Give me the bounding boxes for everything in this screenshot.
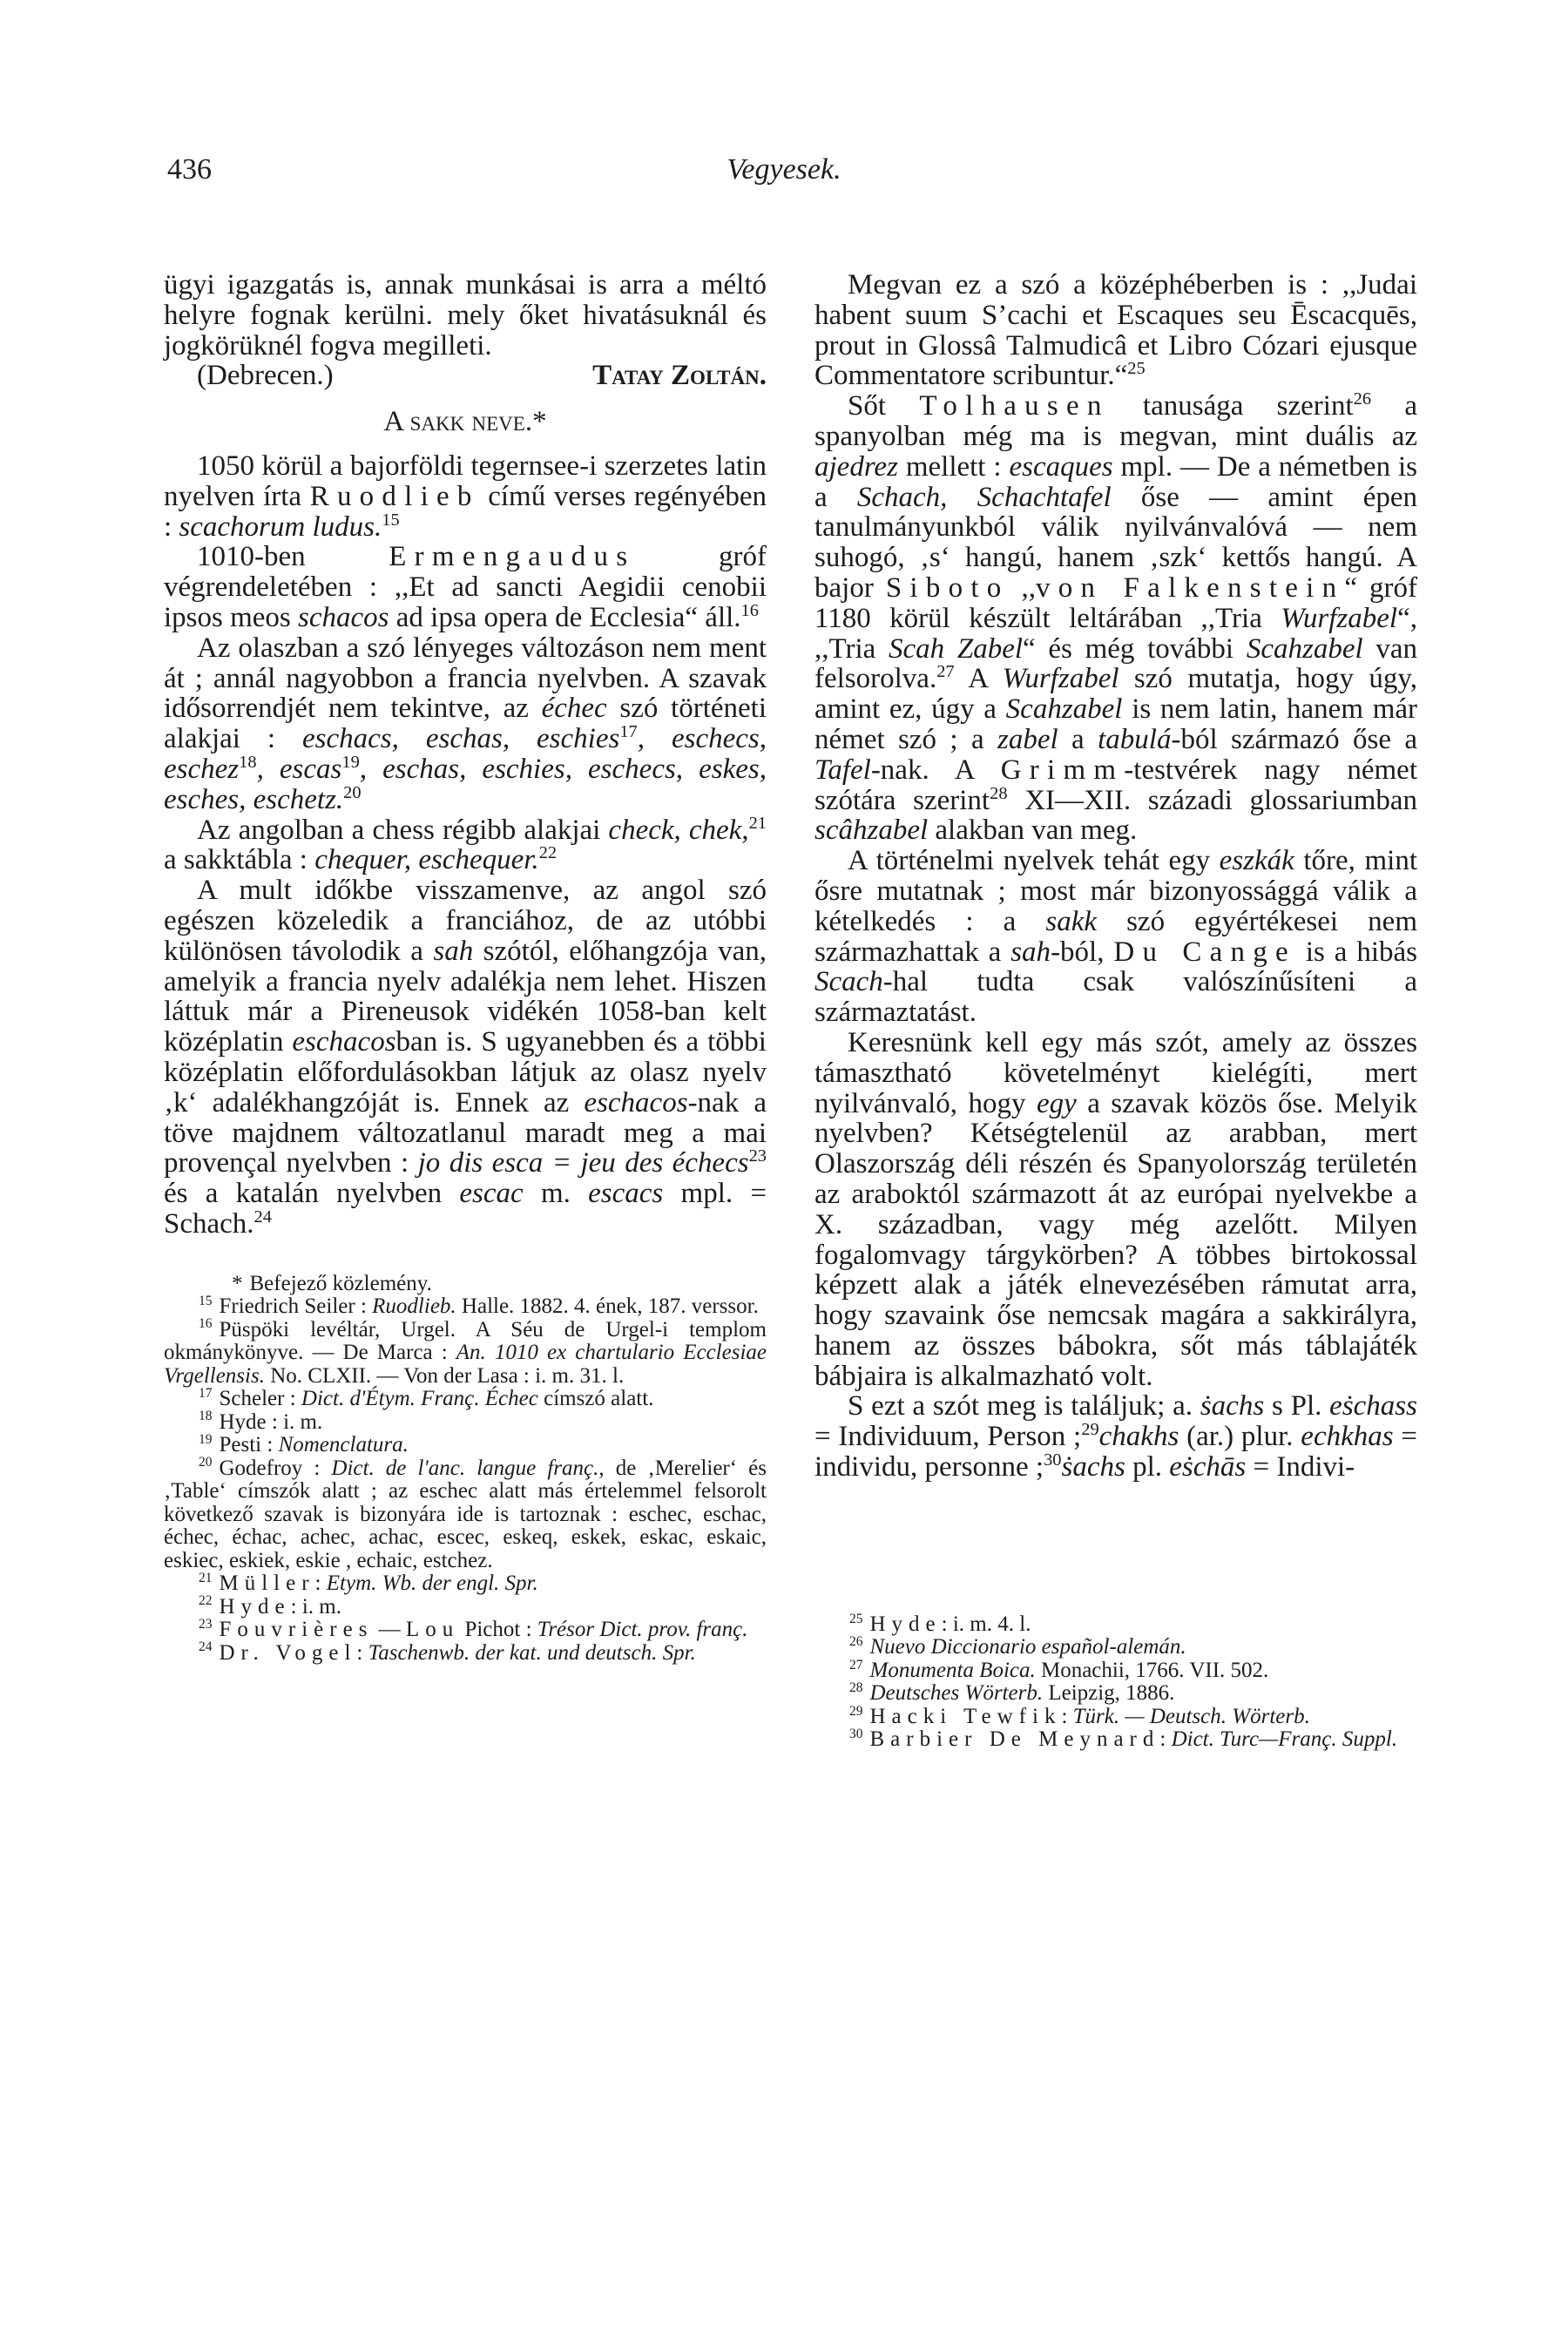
footnote: $^{27}$ Monumenta Boica. Monachii, 1766. VII. 502.	[849, 1657, 1269, 1682]
person-name: Ruodlieb	[309, 480, 480, 512]
footnote-ref: 15	[382, 510, 400, 530]
paragraph: Keresnünk kell egy más szót, amely az összes támasztható követelményt kielégíti, mert nyilvánvaló, hogy egy a szavak közös őse. Melyik nyelvben? Kétségtelenül az arabban, mert Olaszország déli részén és Spanyolország területén az araboktól származott át az európai nyelvekbe a X. században, vagy még azelőtt. Milyen fogalomvagy tárgykörben? A többes birtokossal képzett alak a játék elnevezésében rámutat arra, hogy szavaink őse nemcsak magára a sakkirályra, hanem az összes bábokra, sőt más táblajáték bábjaira is alkalmazható volt.	[814, 1026, 1417, 1392]
footnote: $^{15}$ Friedrich Seiler : Ruodlieb. Halle. 1882. 4. ének, 187. verssor.	[199, 1293, 759, 1319]
footnote-ref: 16	[740, 600, 759, 620]
running-title: Vegyesek.	[727, 153, 841, 186]
signature-author: Tatay Zoltán.	[592, 360, 767, 392]
footnote-ref: 19	[341, 752, 360, 772]
footnote: $^{28}$ Deutsches Wörterb. Leipzig, 1886.	[849, 1680, 1175, 1706]
paragraph: 1050 körül a bajorföldi tegernsee-i szerzetes latin nyelven írta Ruodlieb című verses regényében : scachorum ludus.$^{15}$	[164, 449, 767, 543]
person-name: Siboto	[885, 571, 1010, 604]
paragraph: Az angolban a chess régibb alakjai check, chek,$^{21}$ a sakktábla : chequer, eschequer.$^{22}$	[164, 813, 767, 876]
paragraph: Megvan ez a szó a középhéberben is : ,,Judai habent suum S’cachi et Escaques seu Ēscacquēs, prout in Glossâ Talmudicâ et Libro Cózari ejusque Commentatore scribuntur.“$^{25}$	[814, 269, 1417, 392]
footnote: $^{16}$ Püspöki levéltár, Urgel. A Séu de Urgel-i templom okmánykönyve. — De Marca : An. 1010 ex chartulario Ecclesiae Vrgellensis. No. CLXII. — Von der Lasa : i. m. 31. l.	[164, 1316, 767, 1388]
signature	[164, 361, 767, 391]
footnote: $^{25}$ Hyde: i. m. 4. l.	[849, 1611, 1031, 1636]
footnote: $^{26}$ Nuevo Diccionario español-alemán.	[849, 1634, 1186, 1659]
paragraph: S ezt a szót meg is találjuk; a. ṡachs s Pl. eṡchass = Individuum, Person ;$^{29}$chakhs (ar.) plur. echkhas = individu, personne ;$^{30}$ṡachs pl. eṡchās = Indivi-	[814, 1390, 1417, 1484]
person-name: Grimm	[1000, 754, 1125, 786]
footnote-ref: 20	[343, 782, 362, 802]
footnote: $^{17}$ Scheler : Dict. d'Étym. Franç. Échec címszó alatt.	[199, 1385, 654, 1411]
footnote: $^{20}$ Godefroy : Dict. de l'anc. langue franç., de ‚Merelier‘ és ‚Table‘ címszók alatt ; az eschec alatt más értelemmel felsorolt következő szavak is bizonyára ide is tartoznak : eschec, eschac, échec, échac, achec, achac, escec, eskeq, eskek, eskac, eskaic, eskiec, eskiek, eskie , echaic, estchez.	[164, 1455, 767, 1572]
page-number: 436	[167, 153, 212, 186]
footnote-ref: 25	[1127, 359, 1146, 379]
footnote: * Befejező közlemény.	[232, 1271, 432, 1295]
intro-paragraph: ügyi igazgatás is, annak munkásai is arra a méltó helyre fognak kerülni. mely őket hivatásuknál és jogkörüknél fogva megilleti.	[164, 269, 767, 362]
paragraph: A történelmi nyelvek tehát egy eszkák tőre, mint ősre mutatnak ; most már bizonyossággá válik a kételkedés : a sakk szó egyértékesei nem származhattak a sah-ból, Du Cange is a hibás Scach-hal tudta csak valószínűsíteni a származtatást.	[814, 845, 1417, 1029]
footnote: $^{30}$ Barbier De Meynard: Dict. Turc—Franç. Suppl.	[849, 1727, 1398, 1752]
person-name: von Falkenstein	[1036, 571, 1345, 604]
person-name: Tolhausen	[919, 390, 1110, 422]
paragraph: Az olaszban a szó lényeges változáson nem ment át ; annál nagyobbon a francia nyelvben. A szavak idősorrendjét nem tekintve, az échec szó történeti alakjai : eschacs, eschas, eschies$^{17}$, eschecs, eschez$^{18}$, escas$^{19}$, eschas, eschies, eschecs, eskes, esches, eschetz.$^{20}$	[164, 632, 767, 815]
footnote-ref: 18	[239, 752, 257, 772]
footnote-ref: 17	[619, 722, 638, 742]
paragraph: 1010-ben Ermengaudus gróf végrendeletében : ,,Et ad sancti Aegidii cenobii ipsos meos schacos ad ipsa opera de Ecclesia“ áll.$^{16}$	[164, 541, 767, 633]
footnotes-right	[814, 1613, 1417, 1752]
footnote-ref: 21	[748, 813, 767, 833]
footnote-ref: 22	[538, 843, 558, 863]
footnote-ref: 28	[990, 783, 1008, 803]
footnote-ref: 29	[1081, 1420, 1099, 1440]
person-name: Du Cange	[1113, 936, 1296, 968]
footnote-ref: 23	[748, 1146, 767, 1166]
section-title: A sakk neve.*	[383, 406, 547, 438]
footnote: $^{22}$ Hyde: i. m.	[199, 1593, 341, 1619]
footnote-ref: 26	[1353, 389, 1372, 409]
left-column	[164, 270, 767, 1665]
footnote: $^{19}$ Pesti : Nomenclatura.	[199, 1431, 409, 1457]
right-column	[814, 270, 1417, 1752]
footnote-ref: 27	[936, 662, 955, 682]
signature-place: (Debrecen.)	[197, 360, 334, 392]
footnote: $^{21}$ Müller: Etym. Wb. der engl. Spr.	[199, 1570, 538, 1596]
paragraph: A mult időkbe visszamenve, az angol szó egészen közeledik a franciához, de az utóbbi különösen távolodik a sah szótól, előhangzója van, amelyik a francia nyelv adalékja nem lehet. Hiszen láttuk már a Pireneusok vidékén 1058-ban kelt középlatin eschacosban is. S ugyanebben és a többi középlatin előfordulásokban látjuk az olasz nyelv ‚k‘ adalékhangzóját is. Ennek az eschacos-nak a töve majdnem változatlanul maradt meg a mai provençal nyelvben : jo dis esca = jeu des échecs$^{23}$ és a katalán nyelvben escac m. escacs mpl. = Schach.$^{24}$	[164, 875, 767, 1240]
footnote: $^{29}$ Hacki Tewfik: Türk. — Deutsch. Wörterb.	[849, 1703, 1310, 1728]
footnote: $^{23}$ Fouvrières — Lou Pichot : Trésor Dict. prov. franç.	[199, 1616, 748, 1642]
footnotes-left	[164, 1273, 767, 1666]
person-name: Ermengaudus	[389, 541, 636, 573]
footnote: $^{18}$ Hyde : i. m.	[199, 1409, 323, 1434]
footnote: $^{24}$ Dr. Vogel: Taschenwb. der kat. und deutsch. Spr.	[199, 1639, 696, 1665]
paragraph: Sőt Tolhausen tanusága szerint$^{26}$ a spanyolban még ma is megvan, mint duális az ajedrez mellett : escaques mpl. — De a németben is a Schach, Schachtafel őse — amint épen tanulmányunkból válik nyilvánvalóvá — nem suhogó, ‚s‘ hangú, hanem ‚szk‘ kettős hangú. A bajor Siboto ,,von Falkenstein“ gróf 1180 körül készült leltárában ,,Tria Wurfzabel“, ,,Tria Scah Zabel“ és még további Scahzabel van felsorolva.$^{27}$ A Wurfzabel szó mutatja, hogy úgy, amint ez, úgy a Scahzabel is nem latin, hanem már német szó ; a zabel a tabulá-ból származó őse a Tafel-nak. A Grimm-testvérek nagy német szótára szerint$^{28}$ XI—XII. századi glossariumban scâhzabel alakban van meg.	[814, 389, 1418, 847]
footnote-ref: 24	[253, 1206, 272, 1227]
footnote-ref: 30	[1044, 1450, 1062, 1470]
